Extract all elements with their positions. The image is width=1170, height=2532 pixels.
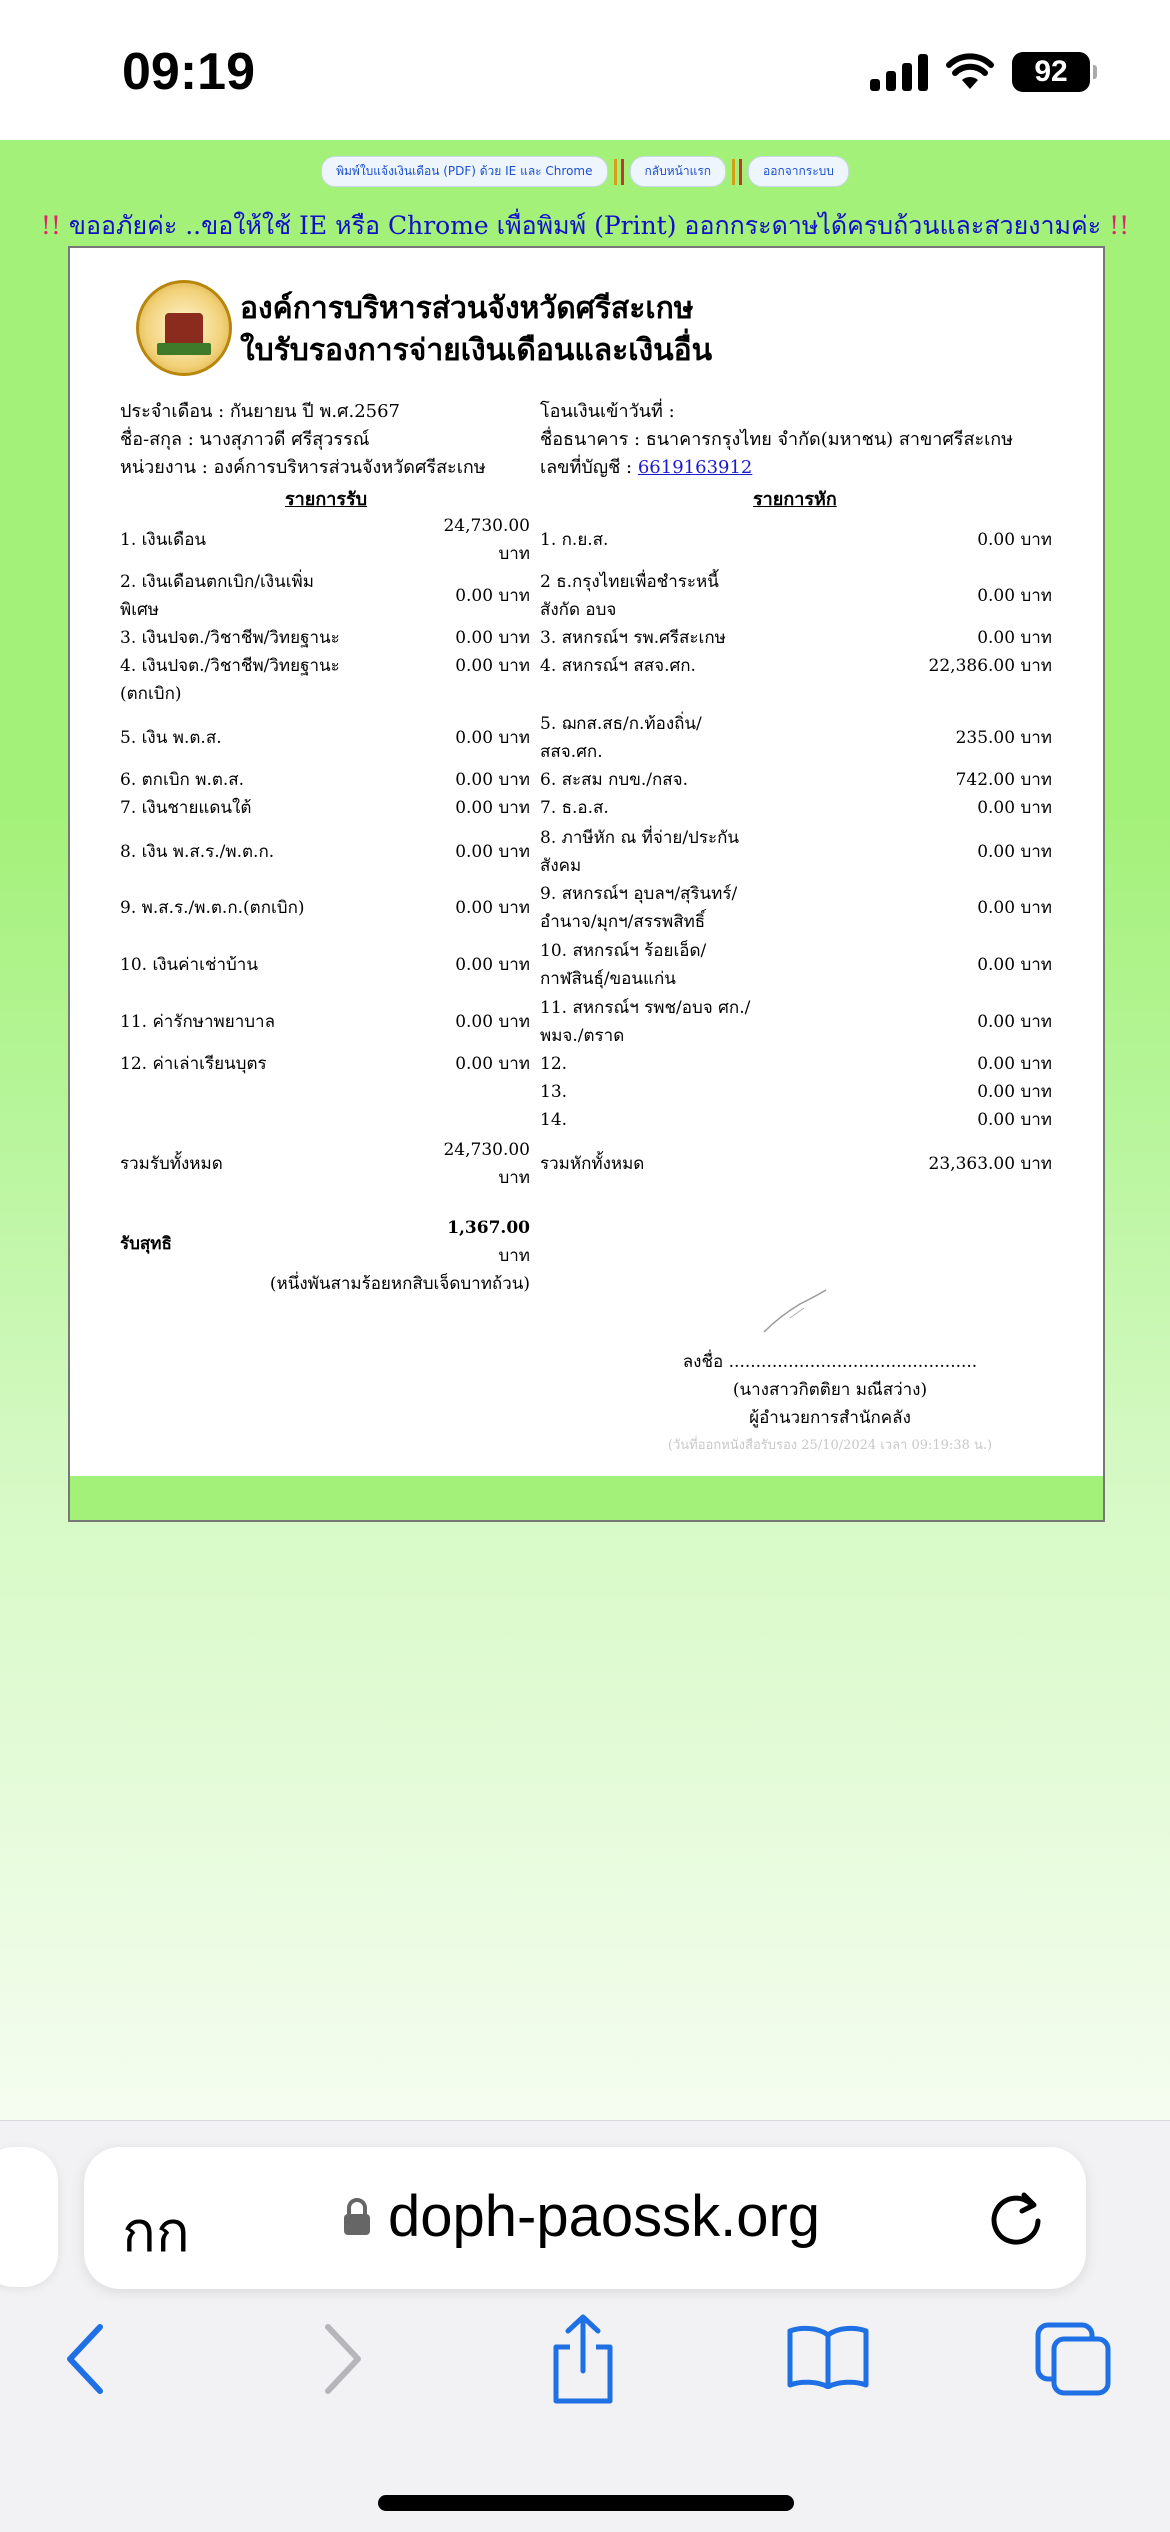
deduction-amount: 0.00 บาท xyxy=(977,1110,1052,1130)
signer-name: (นางสาวกิตติยา มณีสว่าง) xyxy=(732,1380,928,1400)
deduction-label-cont: อำนาจ/มุกฯ/สรรพสิทธิ์ xyxy=(540,912,706,932)
employee-unit: หน่วยงาน : องค์การบริหารส่วนจังหวัดศรีสะเกษ xyxy=(120,457,486,478)
net-pay-amount: 1,367.00 xyxy=(447,1218,530,1238)
income-amount: 0.00 บาท xyxy=(455,798,530,818)
income-label-cont: (ตกเบิก) xyxy=(120,684,182,704)
total-deduction-label: รวมหักทั้งหมด xyxy=(540,1154,645,1174)
total-income-label: รวมรับทั้งหมด xyxy=(120,1154,223,1174)
deduction-label-cont: สสจ.ศก. xyxy=(540,742,603,762)
deduction-label: 9. สหกรณ์ฯ อุบลฯ/สุรินทร์/ xyxy=(540,884,738,904)
transfer-date: โอนเงินเข้าวันที่ : xyxy=(540,401,675,422)
deduction-label: 8. ภาษีหัก ณ ที่จ่าย/ประกัน xyxy=(540,828,740,848)
income-row xyxy=(120,766,530,794)
deduction-label: 14. xyxy=(540,1110,568,1130)
income-row xyxy=(120,652,530,708)
cellular-signal-icon xyxy=(870,53,928,91)
deduction-row xyxy=(540,526,1052,554)
total-income-amount: 24,730.00 xyxy=(443,1140,530,1160)
battery-level: 92 xyxy=(1034,55,1068,88)
deduction-row xyxy=(540,1050,1052,1078)
home-button[interactable]: กลับหน้าแรก xyxy=(630,156,727,187)
certificate-title: ใบรับรองการจ่ายเงินเดือนและเงินอื่น xyxy=(240,333,713,368)
separator xyxy=(614,159,624,185)
employee-info xyxy=(120,398,486,482)
deduction-label: 5. ฌกส.สธ/ก.ท้องถิ่น/ xyxy=(540,714,702,734)
deduction-row xyxy=(540,937,1052,993)
deduction-label: 10. สหกรณ์ฯ ร้อยเอ็ด/ xyxy=(540,941,707,961)
income-amount: 0.00 บาท xyxy=(455,842,530,862)
deduction-amount: 0.00 บาท xyxy=(977,586,1052,606)
net-pay-row xyxy=(120,1214,530,1298)
employee-name: ชื่อ-สกุล : นางสุภาวดี ศรีสุวรรณ์ xyxy=(120,429,370,450)
deduction-label: 11. สหกรณ์ฯ รพช/อบจ ศก./ xyxy=(540,998,751,1018)
deduction-label: 2 ธ.กรุงไทยเพื่อชำระหนี้ xyxy=(540,572,719,592)
separator xyxy=(732,159,742,185)
deduction-label: 1. ก.ย.ส. xyxy=(540,530,609,550)
income-label: 5. เงิน พ.ต.ส. xyxy=(120,728,222,748)
print-pdf-button[interactable]: พิมพ์ใบแจ้งเงินเดือน (PDF) ด้วย IE และ Chrome xyxy=(321,156,607,187)
issued-timestamp: (วันที่ออกหนังสือรับรอง 25/10/2024 เวลา 09:19:38 น.) xyxy=(667,1438,993,1453)
income-label: 8. เงิน พ.ส.ร./พ.ต.ก. xyxy=(120,842,275,862)
deduction-amount: 0.00 บาท xyxy=(977,628,1052,648)
income-row xyxy=(120,1008,530,1036)
deduction-row xyxy=(540,824,1052,880)
org-logo-icon xyxy=(136,280,232,376)
income-row xyxy=(120,512,530,568)
total-deduction-row xyxy=(540,1150,1052,1178)
tabs-icon[interactable] xyxy=(1034,2321,1114,2397)
certificate-heading xyxy=(240,288,712,372)
income-row xyxy=(120,1050,530,1078)
certificate-sheet xyxy=(70,248,1103,1476)
org-name: องค์การบริหารส่วนจังหวัดศรีสะเกษ xyxy=(240,291,694,326)
deduction-label-cont: สังกัด อบจ xyxy=(540,600,617,620)
browser-bottom-bar xyxy=(0,2120,1170,2532)
address-bar[interactable] xyxy=(84,2147,1086,2289)
total-income-row xyxy=(120,1136,530,1192)
deduction-row xyxy=(540,710,1052,766)
bank-name: ชื่อธนาคาร : ธนาคารกรุงไทย จำกัด(มหาชน) สาขาศรีสะเกษ xyxy=(540,429,1014,450)
deduction-amount: 235.00 บาท xyxy=(955,728,1052,748)
net-pay-words: (หนึ่งพันสามร้อยหกสิบเจ็ดบาทถ้วน) xyxy=(269,1274,530,1294)
bank-info xyxy=(540,398,1013,482)
notice-text: ขออภัยค่ะ ..ขอให้ใช้ IE หรือ Chrome เพื่อพิมพ์ (Print) ออกกระดาษได้ครบถ้วนและสวยงามค่ะ xyxy=(60,211,1110,240)
deduction-row xyxy=(540,766,1052,794)
deduction-amount: 0.00 บาท xyxy=(977,898,1052,918)
deduction-row xyxy=(540,652,1052,680)
income-label: 3. เงินปจต./วิชาชีพ/วิทยฐานะ xyxy=(120,628,340,648)
income-label: 12. ค่าเล่าเรียนบุตร xyxy=(120,1054,267,1074)
top-button-bar xyxy=(0,156,1170,187)
income-amount: 0.00 บาท xyxy=(455,770,530,790)
certificate-frame xyxy=(68,246,1105,1522)
page-settings-button[interactable]: กก xyxy=(122,2200,190,2263)
income-label: 6. ตกเบิก พ.ต.ส. xyxy=(120,770,245,790)
deduction-amount: 0.00 บาท xyxy=(977,798,1052,818)
deduction-label: 3. สหกรณ์ฯ รพ.ศรีสะเกษ xyxy=(540,628,726,648)
income-label: 10. เงินค่าเช่าบ้าน xyxy=(120,955,258,975)
deduction-label-cont: กาฬสินธุ์/ขอนแก่น xyxy=(540,969,676,989)
income-row xyxy=(120,838,530,866)
back-icon[interactable] xyxy=(62,2321,112,2397)
deduction-heading: รายการหัก xyxy=(753,489,837,510)
income-unit: บาท xyxy=(498,544,530,564)
deduction-row xyxy=(540,880,1052,936)
deduction-amount: 0.00 บาท xyxy=(977,1082,1052,1102)
url-display[interactable] xyxy=(342,2183,820,2250)
notice-bang-left: !! xyxy=(40,211,61,240)
income-amount: 0.00 บาท xyxy=(455,955,530,975)
previous-tab-peek[interactable] xyxy=(0,2147,58,2287)
signature-scribble xyxy=(760,1288,830,1338)
notice-bang-right: !! xyxy=(1109,211,1130,240)
income-amount: 0.00 บาท xyxy=(455,656,530,676)
deduction-amount: 22,386.00 บาท xyxy=(928,656,1052,676)
reload-icon[interactable] xyxy=(986,2185,1046,2249)
income-label: 11. ค่ารักษาพยาบาล xyxy=(120,1012,276,1032)
deduction-label: 6. สะสม กบข./กสจ. xyxy=(540,770,688,790)
income-label: 7. เงินชายแดนใต้ xyxy=(120,798,252,818)
battery-icon xyxy=(1012,52,1090,92)
income-label: 2. เงินเดือนตกเบิก/เงินเพิ่ม xyxy=(120,572,314,592)
lock-icon xyxy=(342,2197,372,2237)
deduction-label: 4. สหกรณ์ฯ สสจ.ศก. xyxy=(540,656,696,676)
deduction-row xyxy=(540,624,1052,652)
status-time: 09:19 xyxy=(122,43,255,101)
deduction-amount: 0.00 บาท xyxy=(977,530,1052,550)
deduction-label-cont: สังคม xyxy=(540,856,582,876)
browser-toolbar xyxy=(0,2321,1170,2431)
deduction-label: 13. xyxy=(540,1082,568,1102)
web-page xyxy=(0,140,1170,2120)
deduction-label-cont: พมจ./ตราด xyxy=(540,1026,625,1046)
income-row xyxy=(120,724,530,752)
income-label: 4. เงินปจต./วิชาชีพ/วิทยฐานะ xyxy=(120,656,340,676)
account-line xyxy=(540,454,1013,482)
url-text: doph-paossk.org xyxy=(388,2184,821,2249)
deduction-row xyxy=(540,994,1052,1050)
account-label: เลขที่บัญชี : xyxy=(540,457,633,478)
net-pay-label: รับสุทธิ xyxy=(120,1234,172,1254)
deduction-label: 12. xyxy=(540,1054,568,1074)
deduction-row xyxy=(540,1106,1052,1134)
income-amount: 0.00 บาท xyxy=(455,1012,530,1032)
status-icons xyxy=(870,52,1090,92)
deduction-amount: 0.00 บาท xyxy=(977,842,1052,862)
income-amount: 0.00 บาท xyxy=(455,628,530,648)
net-pay-unit: บาท xyxy=(498,1246,530,1266)
income-amount: 0.00 บาท xyxy=(455,728,530,748)
total-income-unit: บาท xyxy=(498,1168,530,1188)
deduction-amount: 0.00 บาท xyxy=(977,1012,1052,1032)
deduction-amount: 0.00 บาท xyxy=(977,1054,1052,1074)
deduction-amount: 0.00 บาท xyxy=(977,955,1052,975)
wifi-icon xyxy=(946,53,994,91)
income-row xyxy=(120,894,530,922)
logout-button[interactable]: ออกจากระบบ xyxy=(748,156,849,187)
income-amount: 0.00 บาท xyxy=(455,586,530,606)
income-row xyxy=(120,794,530,822)
income-label: 1. เงินเดือน xyxy=(120,530,207,550)
signature-line: ลงชื่อ .............................................. xyxy=(682,1352,978,1372)
income-amount: 24,730.00 xyxy=(443,516,530,536)
pay-month: ประจำเดือน : กันยายน ปี พ.ศ.2567 xyxy=(120,401,401,422)
deduction-row xyxy=(540,1078,1052,1106)
income-row xyxy=(120,568,530,624)
income-row xyxy=(120,951,530,979)
total-deduction-amount: 23,363.00 บาท xyxy=(928,1154,1052,1174)
share-icon[interactable] xyxy=(548,2313,618,2405)
income-heading: รายการรับ xyxy=(285,489,368,510)
account-number-link[interactable]: 6619163912 xyxy=(637,457,753,478)
status-bar xyxy=(0,0,1170,140)
deduction-amount: 742.00 บาท xyxy=(955,770,1052,790)
income-amount: 0.00 บาท xyxy=(455,1054,530,1074)
deduction-label: 7. ธ.อ.ส. xyxy=(540,798,609,818)
forward-icon[interactable] xyxy=(316,2321,366,2397)
deduction-row xyxy=(540,568,1052,624)
bookmarks-icon[interactable] xyxy=(786,2323,870,2389)
deduction-row xyxy=(540,794,1052,822)
income-label-cont: พิเศษ xyxy=(120,600,160,620)
signature-block xyxy=(610,1348,1050,1460)
print-notice xyxy=(0,206,1170,246)
home-indicator xyxy=(378,2495,794,2511)
income-amount: 0.00 บาท xyxy=(455,898,530,918)
income-row xyxy=(120,624,530,652)
signer-title: ผู้อำนวยการสำนักคลัง xyxy=(749,1408,911,1428)
income-label: 9. พ.ส.ร./พ.ต.ก.(ตกเบิก) xyxy=(120,898,305,918)
